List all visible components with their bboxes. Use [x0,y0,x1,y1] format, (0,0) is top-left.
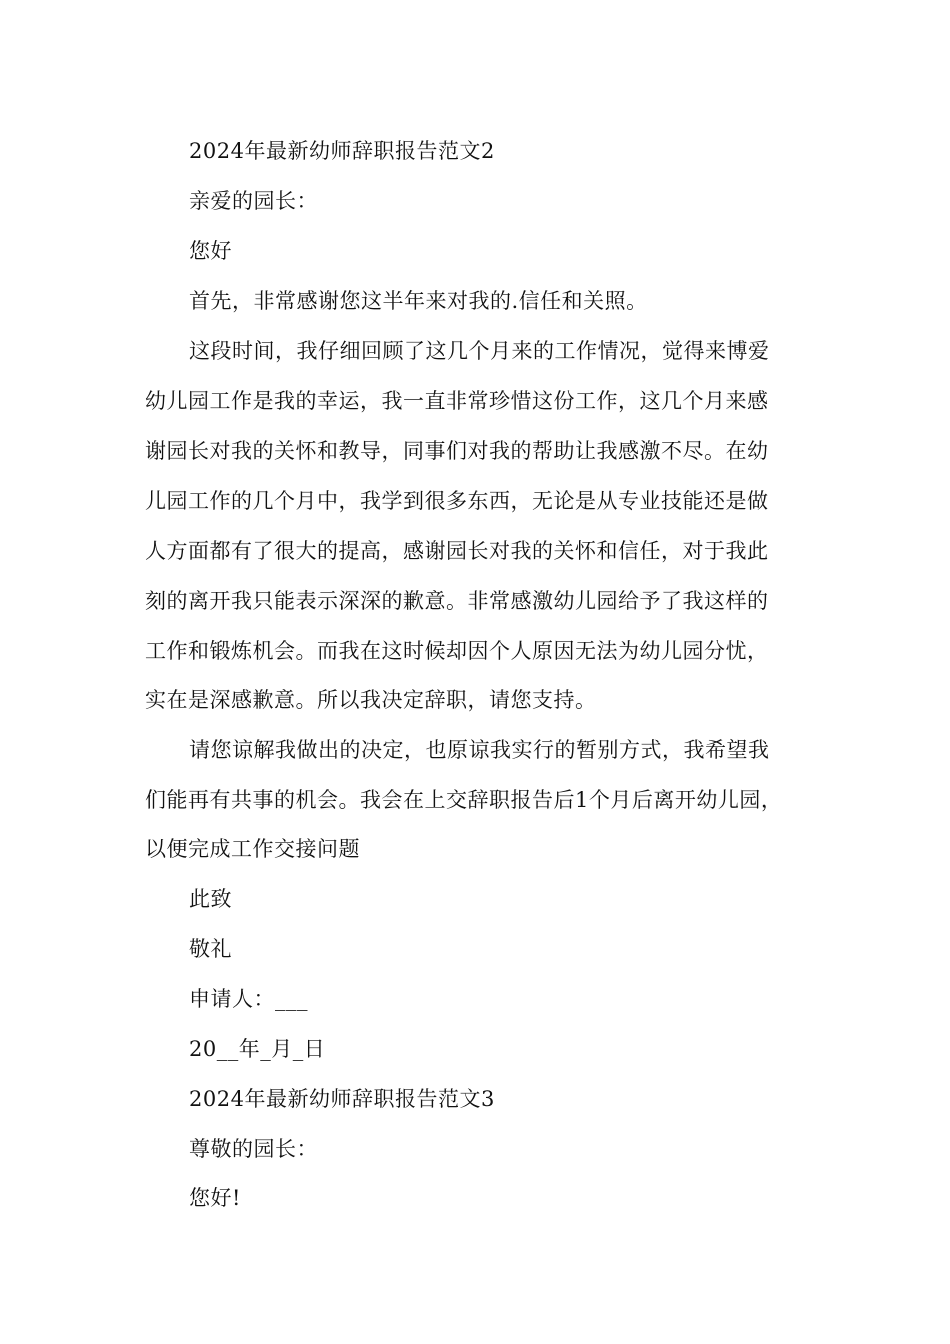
section-title-3: 2024年最新幼师辞职报告范文3 [189,1087,495,1111]
closing-line: 此致 [189,887,232,911]
paragraph-line: 人方面都有了很大的提高，感谢园长对我的关怀和信任，对于我此 [145,539,769,563]
paragraph-line: 刻的离开我只能表示深深的歉意。非常感激幼儿园给予了我这样的 [145,589,769,613]
paragraph-line: 首先，非常感谢您这半年来对我的.信任和关照。 [189,289,648,313]
paragraph-line: 这段时间，我仔细回顾了这几个月来的工作情况，觉得来博爱 [189,339,770,363]
greeting: 您好 [189,239,232,263]
paragraph-line: 工作和锻炼机会。而我在这时候却因个人原因无法为幼儿园分忧， [145,639,769,663]
salutation: 亲爱的园长： [189,189,318,213]
greeting: 您好! [189,1186,241,1210]
applicant-field: 申请人：___ [189,987,308,1011]
paragraph-line: 幼儿园工作是我的幸运，我一直非常珍惜这份工作，这几个月来感 [145,389,769,413]
date-field: 20__年_月_日 [189,1037,326,1061]
section-title-2: 2024年最新幼师辞职报告范文2 [189,139,495,163]
paragraph-line: 实在是深感歉意。所以我决定辞职，请您支持。 [145,688,597,712]
salutation: 尊敬的园长： [189,1137,318,1161]
paragraph-line: 谢园长对我的关怀和教导，同事们对我的帮助让我感激不尽。在幼 [145,439,769,463]
paragraph-line: 儿园工作的几个月中，我学到很多东西，无论是从专业技能还是做 [145,489,769,513]
closing-regards: 敬礼 [189,937,232,961]
paragraph-line: 请您谅解我做出的决定，也原谅我实行的暂别方式，我希望我 [189,738,770,762]
paragraph-line: 们能再有共事的机会。我会在上交辞职报告后1个月后离开幼儿园， [145,788,783,812]
paragraph-line: 以便完成工作交接问题 [145,837,360,861]
